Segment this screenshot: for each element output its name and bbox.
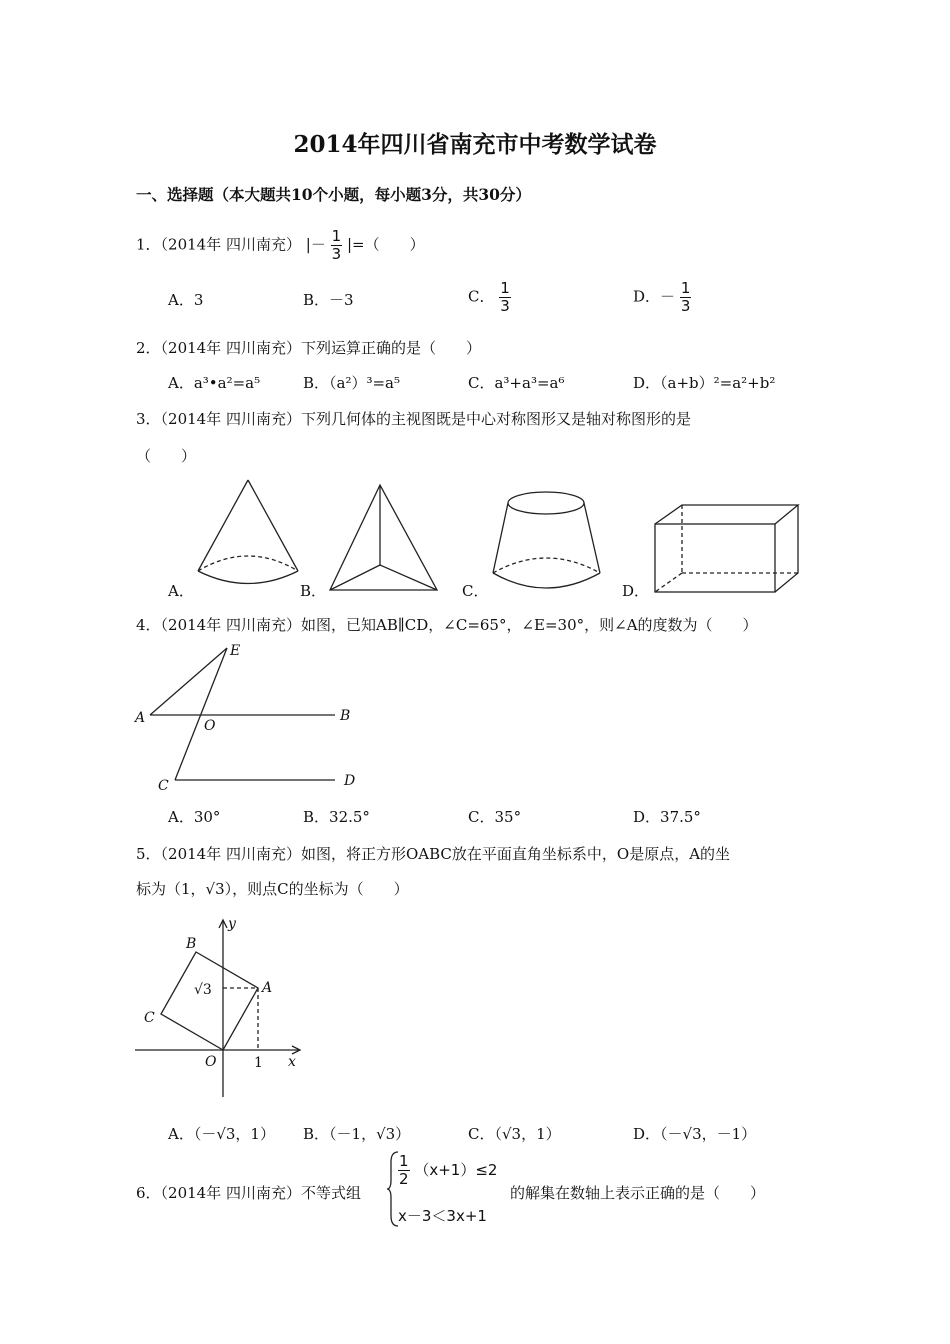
q1-option-b: B．－3 [303, 291, 354, 309]
q1-option-c-fraction [499, 280, 511, 315]
q3-option-c: C． [462, 582, 489, 600]
question-3: 3．（2014年 四川南充）下列几何体的主视图既是中心对称图形又是轴对称图形的是 [136, 410, 691, 428]
q6-line1-rest: （x+1）≤2 [414, 1161, 498, 1179]
q1-c-den: 3 [500, 297, 510, 315]
q4-label-c: C [158, 778, 169, 794]
q6-frac [398, 1153, 410, 1188]
q4-option-a: A．30° [168, 808, 221, 826]
q6-inequality-1 [398, 1153, 497, 1188]
q2-option-a: A．a³•a²=a⁵ [168, 374, 261, 392]
q2-option-c: C．a³+a³=a⁶ [468, 374, 565, 392]
q2-option-b: B．（a²）³=a⁵ [303, 374, 401, 392]
q5-label-y: y [228, 916, 236, 932]
q4-label-d: D [344, 773, 356, 789]
q1-frac-num: 1 [331, 227, 342, 245]
q4-option-d: D．37.5° [633, 808, 701, 826]
q1-abs-open: |－ [305, 235, 326, 254]
q1-c-num: 1 [500, 279, 510, 297]
section-heading: 一、选择题（本大题共10个小题，每小题3分，共30分） [136, 185, 531, 204]
frustum-figure [488, 488, 608, 598]
q5-option-a: A．（－√3，1） [168, 1125, 275, 1143]
q5-option-b: B．（－1，√3） [303, 1125, 411, 1143]
q6-frac-den: 2 [399, 1170, 409, 1188]
q1-option-a: A．3 [168, 291, 204, 309]
q2-option-d: D．（a+b）²=a²+b² [633, 374, 776, 392]
q4-option-c: C．35° [468, 808, 522, 826]
question-5: 5．（2014年 四川南充）如图，将正方形OABC放在平面直角坐标系中，O是原点，A的坐 [136, 845, 731, 863]
q4-label-e: E [230, 643, 241, 659]
q5-option-d: D．（－√3，－1） [633, 1125, 757, 1143]
q6-inequality-2: x－3＜3x+1 [398, 1207, 487, 1225]
q1-option-c [468, 280, 511, 315]
q1-frac-den: 3 [331, 245, 342, 263]
q1-d-den: 3 [680, 297, 691, 315]
question-2: 2．（2014年 四川南充）下列运算正确的是（ ） [136, 339, 481, 357]
question-3-bracket: （ ） [136, 447, 197, 465]
square-coordinate-figure [130, 912, 310, 1102]
q5-option-c: C．（√3，1） [468, 1125, 561, 1143]
question-6-prefix: 6．（2014年 四川南充）不等式组 [136, 1184, 361, 1202]
q5-label-o: O [205, 1054, 217, 1070]
q1-option-c-label: C． [468, 287, 495, 306]
q5-label-c: C [144, 1010, 155, 1026]
q1-option-d-label: D．－ [633, 287, 676, 306]
q5-label-b: B [186, 936, 197, 952]
q5-label-one: 1 [254, 1055, 263, 1071]
parallel-lines-figure [130, 640, 370, 795]
page-title: 2014年四川省南充市中考数学试卷 [293, 131, 657, 158]
q4-label-o: O [204, 718, 216, 734]
question-4: 4．（2014年 四川南充）如图，已知AB∥CD，∠C=65°，∠E=30°，则∠A的度数为（ ） [136, 616, 758, 634]
q1-d-num: 1 [680, 279, 691, 297]
q5-label-a: A [262, 980, 273, 996]
question-5-line2: 标为（1，√3），则点C的坐标为（ ） [136, 880, 409, 898]
q1-prefix: 1．（2014年 四川南充） [136, 235, 301, 254]
question-1 [136, 228, 425, 263]
q4-option-b: B．32.5° [303, 808, 370, 826]
q1-option-d [633, 280, 691, 315]
q1-option-d-fraction [680, 280, 692, 315]
q6-frac-num: 1 [399, 1152, 409, 1170]
question-6-suffix: 的解集在数轴上表示正确的是（ ） [510, 1184, 766, 1202]
q1-suffix: |=（ ） [346, 235, 425, 254]
q4-label-a: A [135, 710, 146, 726]
q3-option-b: B． [300, 582, 327, 600]
pyramid-figure [325, 480, 445, 595]
q4-label-b: B [340, 708, 351, 724]
q1-fraction [331, 228, 343, 263]
q5-label-sqrt3: √3 [194, 982, 212, 998]
cone-figure [190, 476, 305, 591]
q5-label-x: x [288, 1054, 296, 1070]
q3-option-d: D． [622, 582, 650, 600]
q3-option-a: A． [168, 582, 194, 600]
cuboid-figure [650, 500, 805, 598]
